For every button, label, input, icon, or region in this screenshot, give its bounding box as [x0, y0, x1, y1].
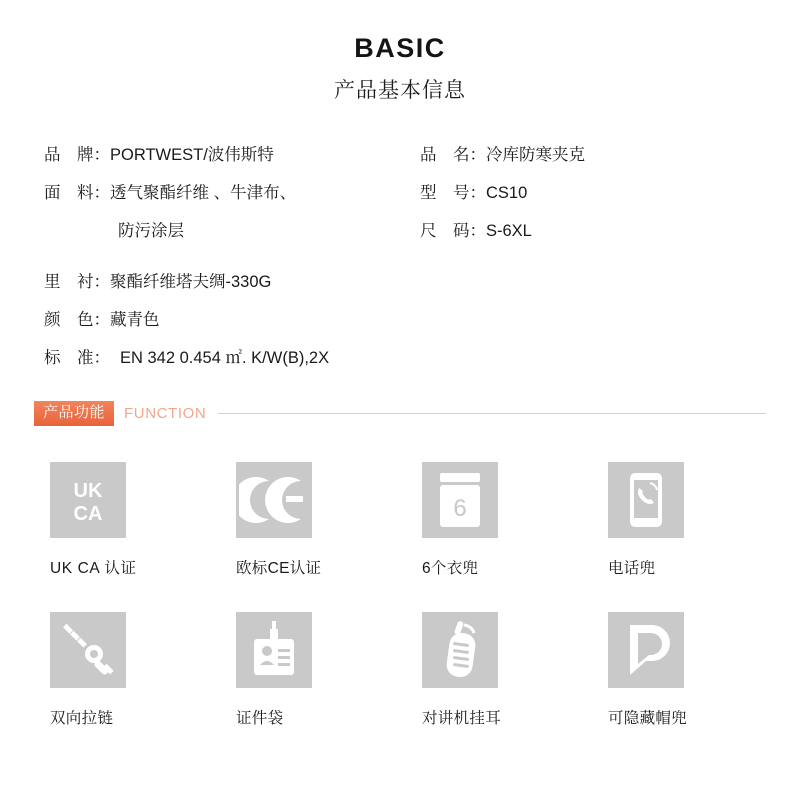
- function-item-phone-pocket: [586, 462, 772, 578]
- concealed-hood-icon: [608, 612, 684, 688]
- spec-row: [44, 220, 756, 258]
- svg-text:UK: UK: [73, 480, 103, 503]
- function-item-label: 证件袋: [236, 710, 284, 728]
- function-section-tag: 产品功能: [34, 401, 114, 426]
- spec-value: 藏青色: [110, 311, 160, 330]
- spec-row: [44, 309, 756, 333]
- spec-label: 品 名：: [420, 145, 486, 164]
- spec-field-color: [44, 309, 420, 333]
- spec-value: 冷库防寒夹克: [486, 145, 585, 164]
- spec-row: [44, 271, 756, 295]
- ce-mark-icon: [236, 462, 312, 538]
- ukca-mark-icon: [50, 462, 126, 538]
- function-item-label: 双向拉链: [50, 710, 114, 728]
- function-item-id-holder: [214, 612, 400, 728]
- radio-ear-loop-icon: [422, 612, 498, 688]
- spec-label: 尺 码：: [420, 221, 486, 240]
- function-item-label: 6个衣兜: [422, 560, 479, 578]
- phone-pocket-icon: [608, 462, 684, 538]
- spec-field-material: [44, 182, 420, 206]
- spec-label: 型 号：: [420, 183, 486, 202]
- function-item-label: 欧标CE认证: [236, 560, 322, 578]
- spec-label: 面 料：: [44, 183, 110, 202]
- page-header: [0, 0, 800, 104]
- function-item-ukca: [28, 462, 214, 578]
- function-item-radio-ear: [400, 612, 586, 728]
- function-section-tag-en: FUNCTION: [124, 405, 207, 423]
- spec-label: 标 准：: [44, 349, 110, 368]
- spec-field-size: [420, 220, 756, 244]
- spec-field-standard: [44, 347, 420, 371]
- id-card-holder-icon: [236, 612, 312, 688]
- spec-field-model: [420, 182, 756, 206]
- divider: [218, 413, 766, 414]
- page-title-en: BASIC: [354, 33, 446, 63]
- spec-label: 品 牌：: [44, 145, 110, 164]
- function-item-ce: [214, 462, 400, 578]
- spec-row: [44, 347, 756, 371]
- function-section-header: [0, 401, 800, 426]
- spec-row: [44, 144, 756, 168]
- function-item-hood: [586, 612, 772, 728]
- svg-text:6: 6: [453, 495, 467, 523]
- spec-value: 透气聚酯纤维 、牛津布、: [110, 183, 297, 202]
- page-title-cn: 产品基本信息: [334, 78, 466, 102]
- spec-field-lining: [44, 271, 420, 295]
- spec-value: 防污涂层: [118, 221, 184, 240]
- two-way-zipper-icon: [50, 612, 126, 688]
- spec-field-material-continued: [44, 220, 420, 258]
- spec-value: EN 342 0.454 ㎡. K/W(B),2X: [120, 349, 330, 368]
- function-item-label: 电话兜: [608, 560, 656, 578]
- function-item-label: 可隐藏帽兜: [608, 710, 688, 728]
- spec-value: PORTWEST/波伟斯特: [110, 145, 274, 164]
- spec-value: CS10: [486, 183, 528, 202]
- six-pockets-icon: [422, 462, 498, 538]
- function-item-zipper: [28, 612, 214, 728]
- basic-spec-block: [0, 144, 800, 372]
- function-icon-grid: [0, 462, 800, 728]
- spec-value: 聚酯纤维塔夫绸-330G: [110, 273, 272, 292]
- function-item-label: UK CA 认证: [50, 560, 137, 578]
- spec-field-brand: [44, 144, 420, 168]
- spec-value: S-6XL: [486, 221, 532, 240]
- function-item-label: 对讲机挂耳: [422, 710, 502, 728]
- svg-text:CA: CA: [73, 503, 103, 526]
- spec-field-product-name: [420, 144, 756, 168]
- spec-label: 颜 色：: [44, 311, 110, 330]
- spec-label: 里 衬：: [44, 273, 110, 292]
- function-item-pockets: [400, 462, 586, 578]
- spec-row: [44, 182, 756, 206]
